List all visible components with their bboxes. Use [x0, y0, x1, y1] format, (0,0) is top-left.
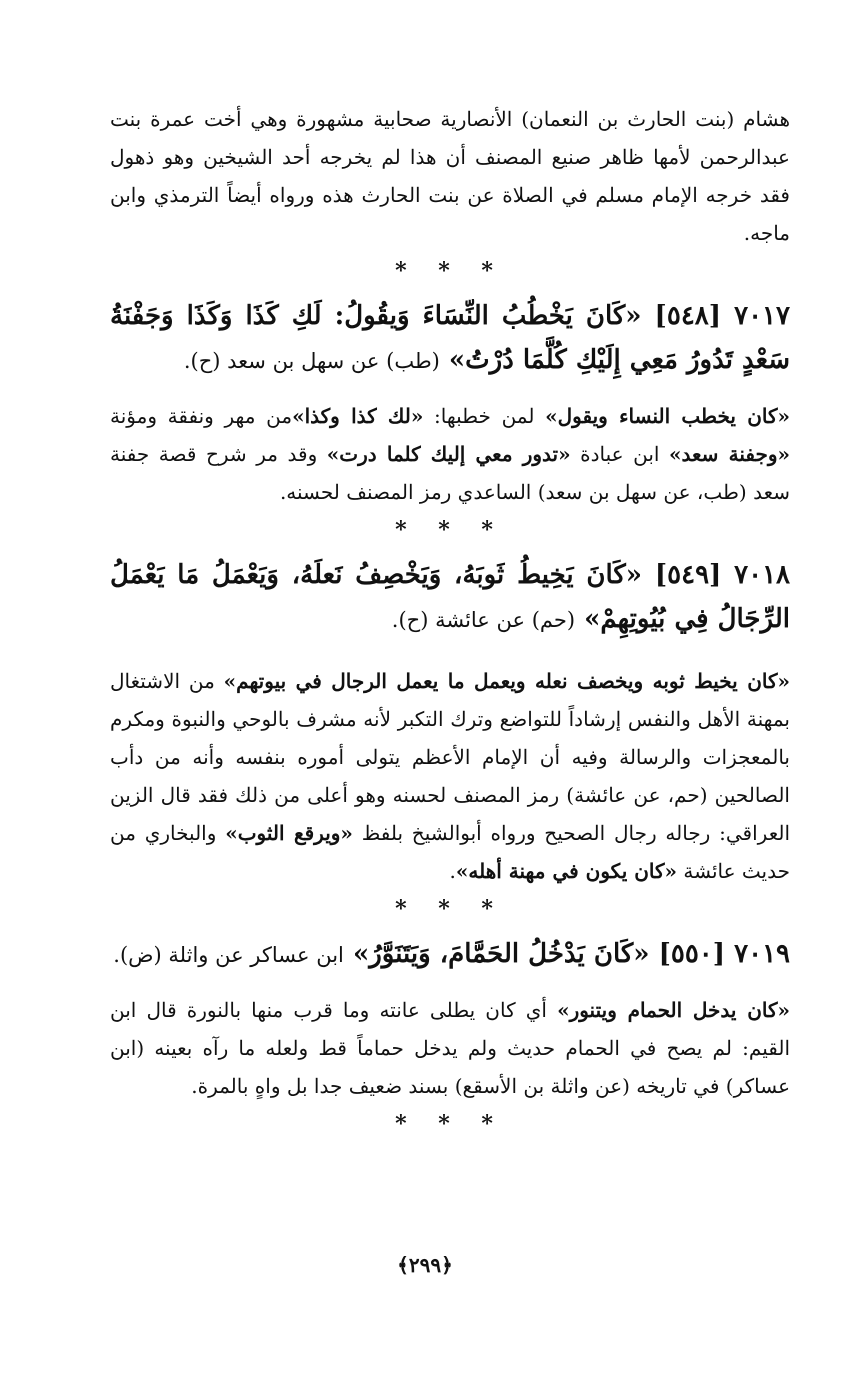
text: من الاشتغال بمهنة الأهل والنفس إرشاداً للتواضع وترك التكبر لأنه مشرف بالوحي والنبوة ومكرم بالمعجزات والرسالة وفيه أن الإمام الأعظم يتولى أموره بنفسه وأنه من دأب الصالحين (حم، عن عائشة) رمز المصنف لحسنه وهو أعلى من ذلك فقد قال الزين العراقي: رجاله رجال الصحيح ورواه أبوالشيخ بلفظ	[110, 669, 790, 845]
section-divider: * * *	[395, 1111, 505, 1137]
quote: «تدور معي إليك كلما درت»	[326, 442, 571, 466]
text: وقد مر شرح قصة جفنة سعد (طب، عن سهل بن سعد) الساعدي رمز المصنف لحسنه.	[110, 442, 790, 504]
commentary-7019	[110, 991, 790, 1105]
quote: «كان يخيط ثوبه ويخصف نعله ويعمل ما يعمل الرجال في بيوتهم»	[223, 669, 790, 693]
hadith-7019	[110, 932, 790, 977]
hadith-7018	[110, 553, 790, 642]
text: لمن خطبها:	[423, 404, 546, 428]
text: من مهر ونفقة ومؤنة	[110, 404, 293, 428]
hadith-reference: (طب) عن سهل بن سعد (ح).	[183, 349, 440, 373]
hadith-number: ٧٠١٨ [٥٤٩]	[654, 560, 790, 590]
page-number: ﴿٢٩٩﴾	[397, 1253, 453, 1277]
section-divider: * * *	[395, 896, 505, 922]
commentary-7017	[110, 397, 790, 511]
hadith-text: «كَانَ يَدْخُلُ الحَمَّامَ، وَيَتَنَوَّرُ»	[352, 939, 650, 969]
text: والبخاري من حديث عائشة	[110, 821, 790, 883]
hadith-reference: (حم) عن عائشة (ح).	[391, 608, 576, 632]
quote: «كان يدخل الحمام ويتنور»	[557, 998, 790, 1022]
intro-paragraph: هشام (بنت الحارث بن النعمان) الأنصارية صحابية مشهورة وهي أخت عمرة بنت عبدالرحمن لأمها ظاهر صنيع المصنف أن هذا لم يخرجه أحد الشيخين وهو ذهول فقد خرجه الإمام مسلم في الصلاة عن بنت الحارث هذه ورواه أيضاً الترمذي وابن ماجه.	[110, 107, 790, 245]
hadith-reference: ابن عساكر عن واثلة (ض).	[113, 943, 344, 967]
text: أي كان يطلى عانته وما قرب منها بالنورة قال ابن القيم: لم يصح في الحمام حديث ولم يدخل حماماً قط ولعله ما رآه بعينه (ابن عساكر) في تاريخه (عن واثلة بن الأسقع) بسند ضعيف جدا بل واهٍ بالمرة.	[110, 998, 790, 1098]
page-body	[110, 100, 790, 1147]
quote: «لك كذا وكذا»	[292, 404, 424, 428]
quote: «كان يكون في مهنة أهله»	[455, 859, 678, 883]
commentary-7018	[110, 662, 790, 890]
quote: «ويرقع الثوب»	[225, 821, 353, 845]
hadith-number: ٧٠١٩ [٥٥٠]	[658, 939, 790, 969]
hadith-text: «كَانَ يَخْطُبُ النِّسَاءَ وَيقُولُ: لَكِ كَذَا وَكَذَا وَجَفْنَةُ سَعْدٍ تَدُورُ مَعِي إِلَيْكِ كُلَّمَا دُرْتُ»	[110, 301, 790, 375]
section-divider: * * *	[395, 517, 505, 543]
quote: «وجفنة سعد»	[669, 442, 790, 466]
text: ابن عبادة	[570, 442, 670, 466]
hadith-number: ٧٠١٧ [٥٤٨]	[654, 301, 790, 331]
text: .	[449, 859, 456, 883]
hadith-7017	[110, 294, 790, 383]
quote: «كان يخطب النساء ويقول»	[545, 404, 790, 428]
hadith-text: «كَانَ يَخِيطُ ثَوبَهُ، وَيَخْصِفُ نَعلَهُ، وَيَعْمَلُ مَا يَعْمَلُ الرِّجَالُ فِي بُيُوتِهِمْ»	[110, 560, 790, 634]
section-divider: * * *	[395, 258, 505, 284]
